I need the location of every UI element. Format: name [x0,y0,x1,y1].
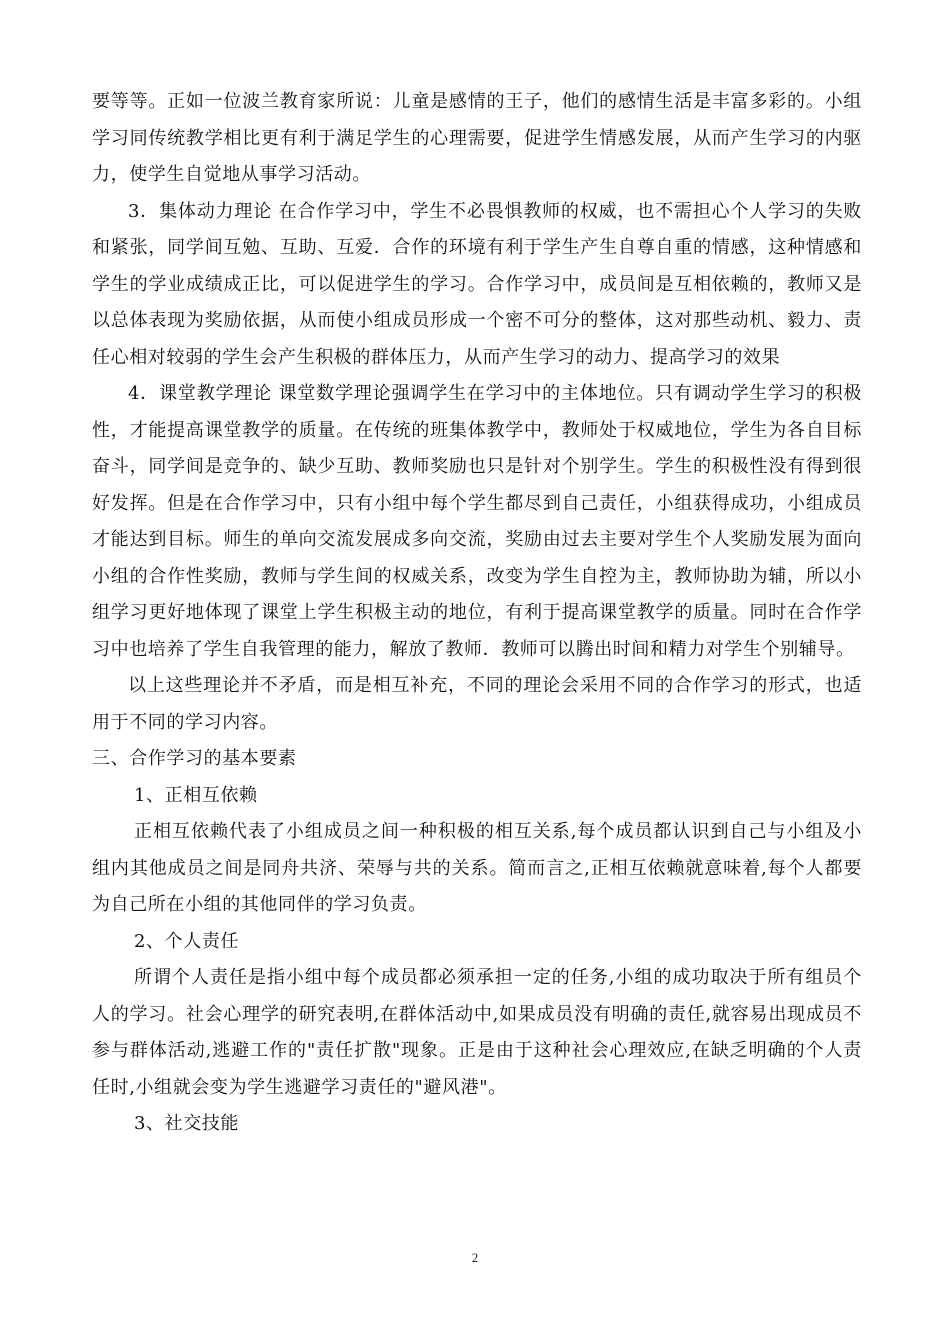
paragraph-theories-summary: 以上这些理论并不矛盾，而是相互补充，不同的理论会采用不同的合作学习的形式，也适用于不同的学习内容。 [92,675,862,733]
section-heading-basic-elements: 三、合作学习的基本要素 [92,748,297,769]
paragraph-emotion-continuation: 要等等。正如一位波兰教育家所说：儿童是感情的王子，他们的感情生活是丰富多彩的。小组学习同传统教学相比更有利于满足学生的心理需要，促进学生情感发展，从而产生学习的内驱力，使学生自觉地从事学习活动。 [92,91,862,185]
paragraph-individual-accountability: 所谓个人责任是指小组中每个成员都必须承担一定的任务,小组的成功取决于所有组员个人的学习。社会心理学的研究表明,在群体活动中,如果成员没有明确的责任,就容易出现成员不参与群体活动,逃避工作的"责任扩散"现象。正是由于这种社会心理效应,在缺乏明确的个人责任时,小组就会变为学生逃避学习责任的"避风港"。 [92,967,862,1098]
page-number: 2 [471,1250,479,1265]
paragraph-positive-interdependence: 正相互依赖代表了小组成员之间一种积极的相互关系,每个成员都认识到自己与小组及小组内其他成员之间是同舟共济、荣辱与共的关系。简而言之,正相互依赖就意味着,每个人都要为自己所在小组的其他同伴的学习负责。 [92,821,862,915]
subheading-positive-interdependence: 1、正相互依赖 [134,784,258,806]
subheading-social-skills: 3、社交技能 [134,1113,240,1134]
subheading-individual-accountability: 2、个人责任 [134,930,240,952]
paragraph-group-dynamics-theory: 3．集体动力理论 在合作学习中，学生不必畏惧教师的权威，也不需担心个人学习的失败和紧张，同学间互勉、互助、互爱．合作的环境有利于学生产生自尊自重的情感，这种情感和学生的学业成绩成正比，可以促进学生的学习。合作学习中，成员间是互相依赖的，教师又是以总体表现为奖励依据，从而使小组成员形成一个密不可分的整体，这对那些动机、毅力、责任心相对较弱的学生会产生积极的群体压力，从而产生学习的动力、提高学习的效果 [92,200,862,368]
document-body [92,84,862,1143]
paragraph-classroom-teaching-theory: 4．课堂教学理论 课堂数学理论强调学生在学习中的主体地位。只有调动学生学习的积极性，才能提高课堂教学的质量。在传统的班集体教学中，教师处于权威地位，学生为各自目标奋斗，同学间是竞争的、缺少互助、教师奖励也只是针对个别学生。学生的积极性没有得到很好发挥。但是在合作学习中，只有小组中每个学生都尽到自己责任，小组获得成功，小组成员才能达到目标。师生的单向交流发展成多向交流，奖励由过去主要对学生个人奖励发展为面向小组的合作性奖励，教师与学生间的权威关系，改变为学生自控为主，教师协助为辅，所以小组学习更好地体现了课堂上学生积极主动的地位，有利于提高课堂教学的质量。同时在合作学习中也培养了学生自我管理的能力，解放了教师．教师可以腾出时间和精力对学生个别辅导。 [92,383,862,660]
